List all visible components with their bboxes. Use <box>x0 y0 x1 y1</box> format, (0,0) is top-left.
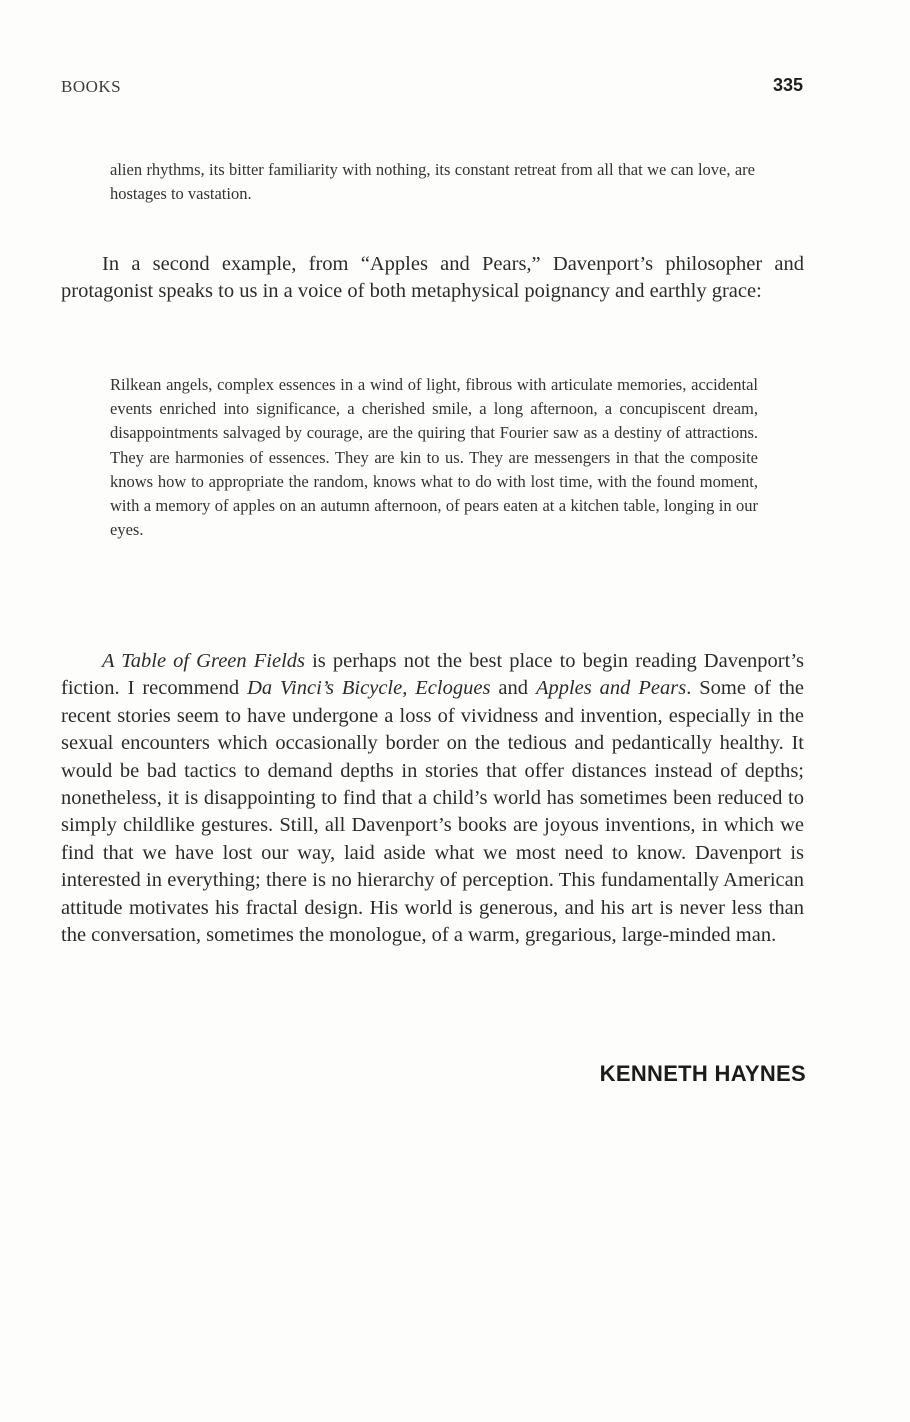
body-paragraph-1: In a second example, from “Apples and Pears,” Davenport’s philosopher and protagonist speaks to us in a voice of both metaphysical poignancy and earthly grace: <box>61 253 804 303</box>
paragraph-text: . Some of the recent stories seem to have undergone a loss of vividness and invention, especially in the sexual encounters which occasionally border on the tedious and pedantically healthy. It would be bad tactics to demand depths in stories that offer distances instead of depths; nonetheless, it is disappointing to find that a child’s world has sometimes been reduced to simply childlike gestures. Still, all Davenport’s books are joyous inventions, in which we find that we have lost our way, laid aside what we most need to know. Davenport is interested in everything; there is no hierarchy of perception. This fundamentally American attitude motivates his fractal design. His world is generous, and his art is never less than the conversation, sometimes the monologue, of a warm, gregarious, large-minded man. <box>61 677 804 947</box>
body-paragraph-2 <box>61 648 804 949</box>
page-number: 335 <box>772 75 803 95</box>
paragraph-text: is perhaps not the best place to begin reading Davenport’s fiction. I recommend <box>61 650 805 700</box>
book-titles-da-vinci-eclogues: Da Vinci’s Bicycle, Eclogues <box>247 677 491 700</box>
book-title-table-of-green-fields: A Table of Green Fields <box>102 650 305 672</box>
author-signature: KENNETH HAYNES <box>599 1061 806 1086</box>
quote-continuation: alien rhythms, its bitter familiarity with nothing, its constant retreat from all that we can love, are hostages to vastation. <box>110 160 755 204</box>
section-name: BOOKS <box>61 77 122 96</box>
block-quote: Rilkean angels, complex essences in a wind of light, fibrous with articulate memories, accidental events enriched into significance, a cherished smile, a long afternoon, a concupiscent dream, disappointments salvaged by courage, are the quiring that Fourier saw as a destiny of attractions. They are harmonies of essences. They are kin to us. They are messengers in that the composite knows how to appropriate the random, knows what to do with lost time, with the found moment, with a memory of apples on an autumn afternoon, of pears eaten at a kitchen table, longing in our eyes. <box>110 375 758 540</box>
paragraph-text: and <box>490 677 536 700</box>
book-title-apples-and-pears: Apples and Pears <box>535 677 687 700</box>
running-head <box>61 77 803 101</box>
